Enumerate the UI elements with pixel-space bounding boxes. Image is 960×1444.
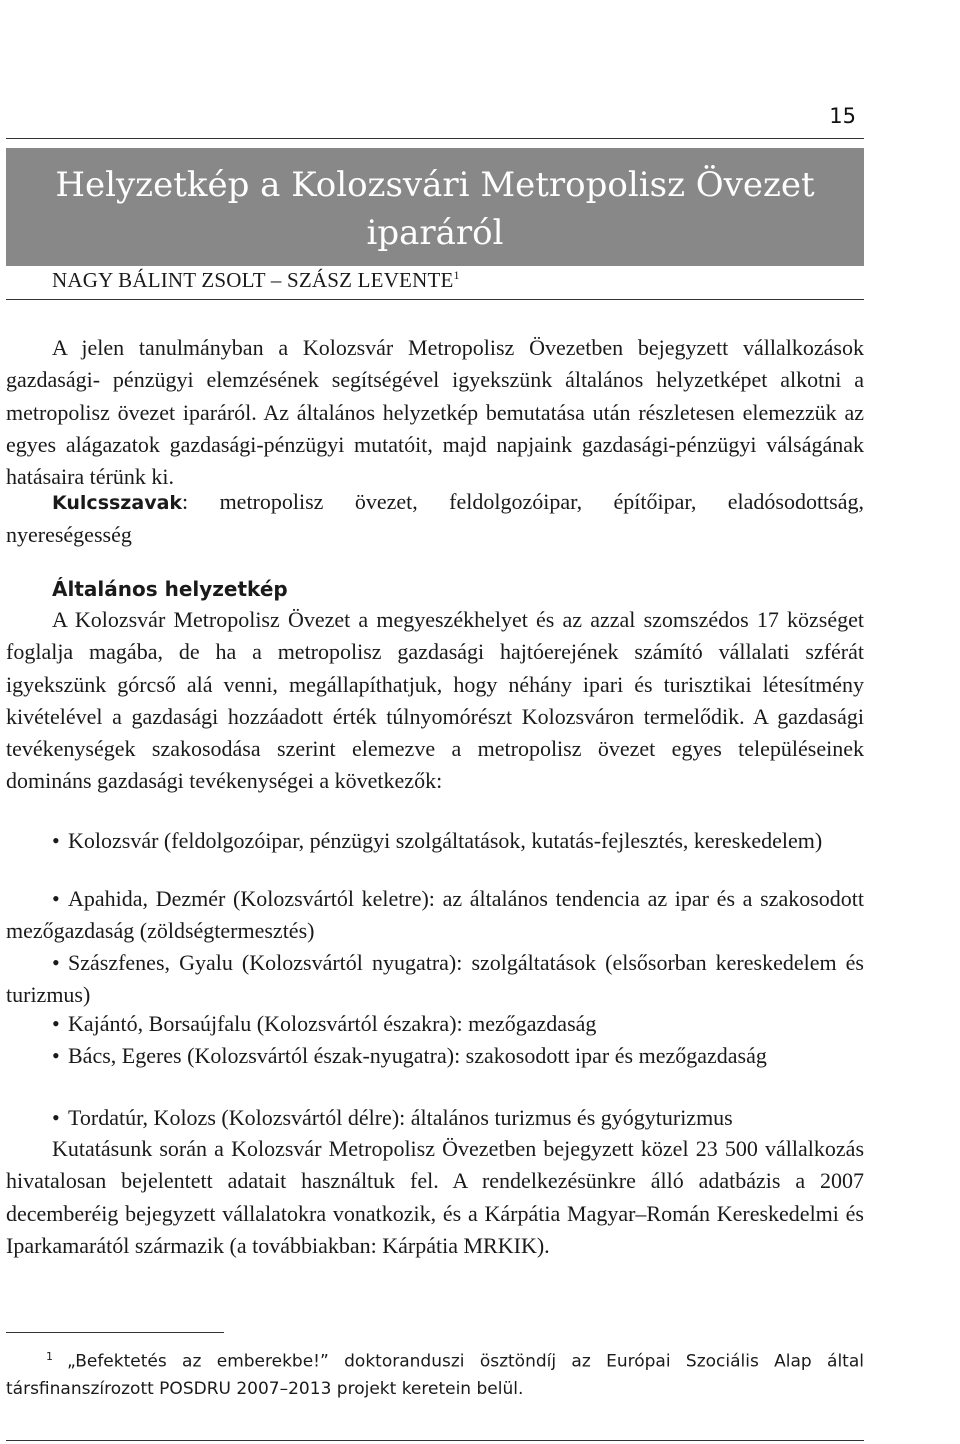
top-rule [6, 138, 864, 139]
bullet-mark: • [52, 1105, 60, 1130]
bullet-mark: • [52, 886, 60, 911]
bullet-text: Apahida, Dezmér (Kolozsvártól keletre): az általános tendencia az ipar és a szakosodott mezőgazdaság (zöldségtermesztés) [6, 886, 864, 944]
keywords-label: Kulcsszavak [52, 492, 183, 514]
bottom-rule [6, 1440, 864, 1441]
bullet-item [6, 825, 864, 857]
bullet-text: Kolozsvár (feldolgozóipar, pénzügyi szolgáltatások, kutatás-fejlesztés, kereskedelem) [68, 828, 823, 853]
title-line-1: Helyzetkép a Kolozsvári Metropolisz Övezet [55, 165, 815, 205]
bullet-item [6, 883, 864, 948]
bullet-item [6, 1008, 864, 1040]
bullet-item [6, 1102, 864, 1134]
keywords [6, 486, 864, 552]
bullet-mark: • [52, 1043, 60, 1068]
author-footnote-mark: 1 [453, 268, 460, 282]
bullet-mark: • [52, 828, 60, 853]
author-rule [6, 299, 864, 300]
page-number: 15 [829, 104, 856, 128]
section-closing: Kutatásunk során a Kolozsvár Metropolisz Övezetben bejegyzett közel 23 500 vállalkozás hivatalosan bejelentett adatait használtuk fel. A rendelkezésünkre álló adatbázis a 2007 decemberéig bejegyzett vállalatokra vonatkozik, és a Kárpátia Magyar–Román Kereskedelmi és Iparkamarától származik (a továbbiakban: Kárpátia MRKIK). [6, 1136, 864, 1258]
bullet-text: Bács, Egeres (Kolozsvártól észak-nyugatra): szakosodott ipar és mezőgazdaság [68, 1043, 767, 1068]
bullet-item [6, 947, 864, 1012]
title-box [6, 148, 864, 266]
authors [52, 268, 460, 293]
footnote-mark: 1 [46, 1350, 53, 1363]
keywords-text: : metropolisz övezet, feldolgozóipar, építőipar, eladósodottság, nyereségesség [6, 489, 864, 548]
section-intro: A Kolozsvár Metropolisz Övezet a megyeszékhelyet és az azzal szomszédos 17 községet foglalja magába, de ha a metropolisz gazdasági hajtóerejének számító vállalati szférát igyekszünk górcső alá venni, megállapíthatjuk, hogy néhány ipari és turisztikai létesítmény kivételével a gazdasági hozzáadott érték túlnyomórészt Kolozsváron termelődik. A gazdasági tevékenységek szakosodása szerint elemezve a metropolisz övezet egyes településeinek domináns gazdasági tevékenységei a következők: [6, 607, 864, 794]
footnote-rule [6, 1332, 224, 1333]
title-line-2: iparáról [366, 213, 504, 253]
footnote-text: „Befektetés az emberekbe!” doktoranduszi ösztöndíj az Európai Szociális Alap által társfinanszírozott POSDRU 2007–2013 projekt keretein belül. [6, 1351, 864, 1399]
abstract: A jelen tanulmányban a Kolozsvár Metropolisz Övezetben bejegyzett vállalkozások gazdasági- pénzügyi elemzésének segítségével igyekszünk általános helyzetképet alkotni a metropolisz övezet iparáról. Az általános helyzetkép bemutatása után részletesen elemezzük az egyes alágazatok gazdasági-pénzügyi mutatóit, majd napjaink gazdasági-pénzügyi válságának hatásaira térünk ki. [6, 335, 864, 490]
bullet-text: Szászfenes, Gyalu (Kolozsvártól nyugatra): szolgáltatások (elsősorban kereskedelem és turizmus) [6, 950, 864, 1008]
bullet-item [6, 1040, 864, 1072]
author-names: NAGY BÁLINT ZSOLT – SZÁSZ LEVENTE [52, 268, 454, 292]
bullet-text: Kajántó, Borsaújfalu (Kolozsvártól északra): mezőgazdaság [68, 1011, 597, 1036]
bullet-mark: • [52, 950, 60, 975]
bullet-text: Tordatúr, Kolozs (Kolozsvártól délre): általános turizmus és gyógyturizmus [68, 1105, 733, 1130]
footnote [6, 1343, 864, 1403]
bullet-mark: • [52, 1011, 60, 1036]
section-heading: Általános helyzetkép [52, 577, 288, 601]
